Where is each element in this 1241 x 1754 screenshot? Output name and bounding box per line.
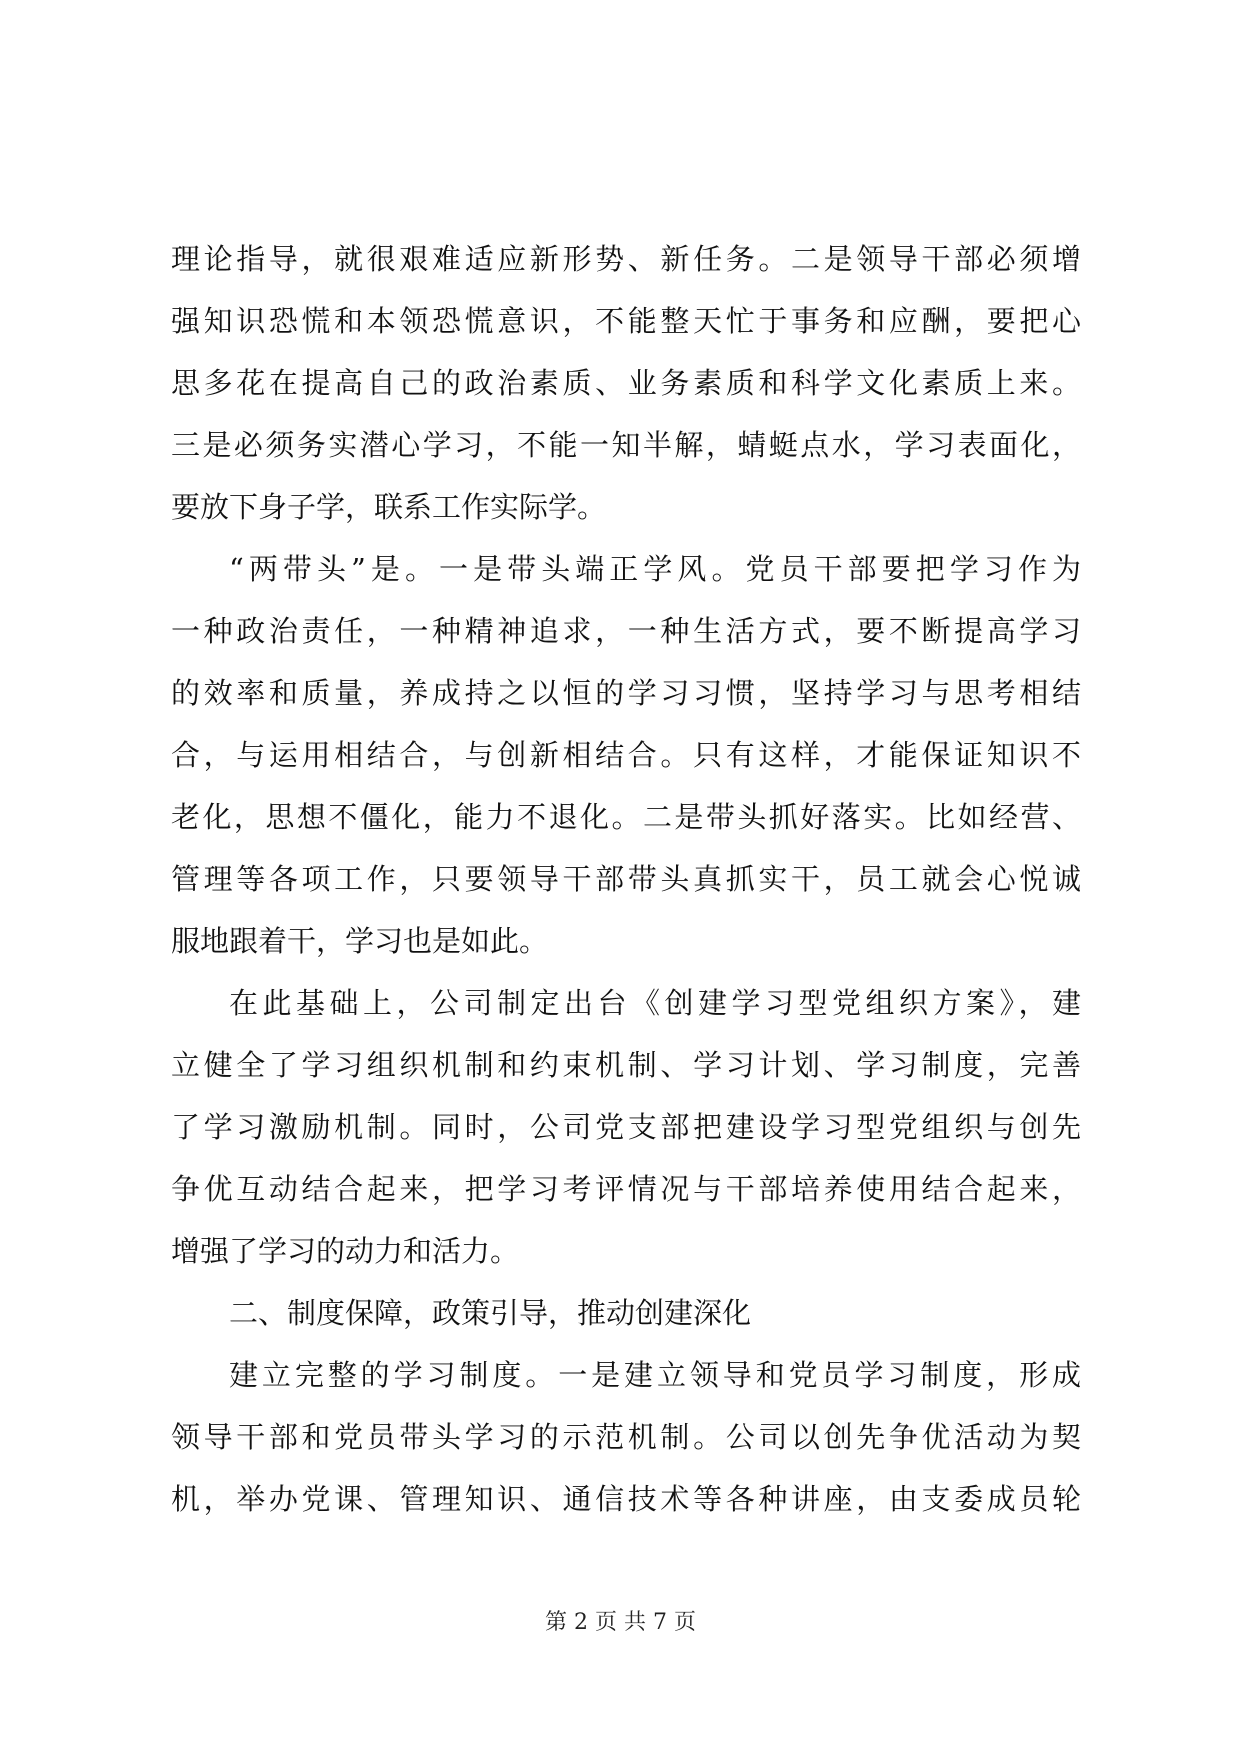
text-line: 的效率和质量，养成持之以恒的学习习惯，坚持学习与思考相结	[171, 676, 1081, 710]
text-line: 服地跟着干，学习也是如此。	[171, 924, 549, 958]
paragraph-start-line: “两带头”是。一是带头端正学风。党员干部要把学习作为	[229, 552, 1081, 586]
document-body	[171, 228, 1081, 1530]
text-line: 三是必须务实潜心学习，不能一知半解，蜻蜓点水，学习表面化，	[171, 428, 1081, 462]
text-line: 思多花在提高自己的政治素质、业务素质和科学文化素质上来。	[171, 366, 1081, 400]
text-line: 争优互动结合起来，把学习考评情况与干部培养使用结合起来，	[171, 1172, 1081, 1206]
text-line: 机，举办党课、管理知识、通信技术等各种讲座，由支委成员轮	[171, 1482, 1081, 1516]
text-line: 合，与运用相结合，与创新相结合。只有这样，才能保证知识不	[171, 738, 1081, 772]
text-line: 强知识恐慌和本领恐慌意识，不能整天忙于事务和应酬，要把心	[171, 304, 1081, 338]
text-line: 老化，思想不僵化，能力不退化。二是带头抓好落实。比如经营、	[171, 800, 1081, 834]
text-line: 领导干部和党员带头学习的示范机制。公司以创先争优活动为契	[171, 1420, 1081, 1454]
paragraph-start-line: 在此基础上，公司制定出台《创建学习型党组织方案》，建	[229, 986, 1081, 1020]
text-line: 理论指导，就很艰难适应新形势、新任务。二是领导干部必须增	[171, 242, 1081, 276]
text-line: 了学习激励机制。同时，公司党支部把建设学习型党组织与创先	[171, 1110, 1081, 1144]
text-line: 要放下身子学，联系工作实际学。	[171, 490, 607, 524]
paragraph-start-line: 建立完整的学习制度。一是建立领导和党员学习制度，形成	[229, 1358, 1081, 1392]
text-line: 一种政治责任，一种精神追求，一种生活方式，要不断提高学习	[171, 614, 1081, 648]
text-line: 管理等各项工作，只要领导干部带头真抓实干，员工就会心悦诚	[171, 862, 1081, 896]
section-heading: 二、制度保障，政策引导，推动创建深化	[229, 1296, 752, 1330]
page-number-footer: 第 2 页 共 7 页	[545, 1610, 696, 1635]
text-line: 增强了学习的动力和活力。	[171, 1234, 520, 1268]
text-line: 立健全了学习组织机制和约束机制、学习计划、学习制度，完善	[171, 1048, 1081, 1082]
